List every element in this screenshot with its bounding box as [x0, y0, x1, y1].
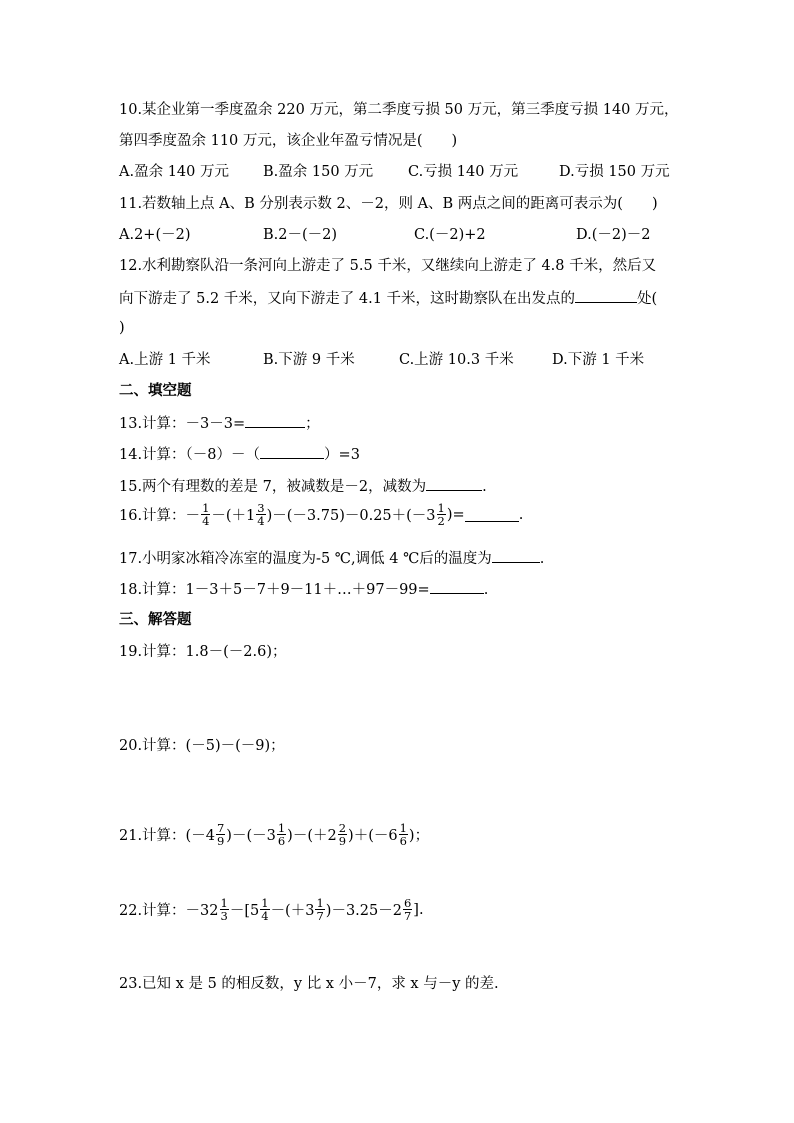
q12-line3: ) — [119, 320, 125, 336]
q18 — [119, 579, 488, 600]
q12-option-a: A.上游 1 千米 — [119, 352, 211, 368]
q18-tail: . — [483, 582, 489, 598]
fraction: $\frac{1}{4}$ — [261, 896, 269, 923]
fraction: $\frac{1}{7}$ — [316, 896, 324, 923]
q12-line2 — [119, 288, 657, 309]
q10-option-a: A.盈余 140 万元 — [119, 164, 229, 180]
answer-blank — [245, 413, 305, 428]
q16: 16.计算：－ $\frac{1}{4}$ －(＋1 $\frac{3}{4}$ )－(－3.75)－0.25＋(－3 $\frac{1}{2}$ )= . — [119, 501, 524, 528]
q15-tail: . — [482, 479, 487, 495]
answer-blank — [492, 548, 540, 563]
fraction: $\frac{1}{2}$ — [437, 501, 445, 528]
section-heading-answer: 三、解答题 — [119, 611, 192, 628]
fraction: $\frac{1}{6}$ — [277, 821, 286, 848]
answer-blank — [426, 476, 482, 491]
fraction: $\frac{3}{4}$ — [257, 501, 265, 528]
q12-option-d: D.下游 1 千米 — [552, 352, 645, 368]
q12-option-c: C.上游 10.3 千米 — [399, 352, 514, 368]
q19: 19.计算：1.8－(－2.6)； — [119, 644, 287, 660]
q10-option-d: D.亏损 150 万元 — [559, 164, 670, 180]
q12-option-b: B.下游 9 千米 — [263, 352, 355, 368]
q14 — [119, 444, 360, 465]
q12-line2-text: 向下游走了 5.2 千米，又向下游走了 4.1 千米，这时勘察队在出发点的 — [119, 291, 576, 307]
q11-option-d: D.(－2)－2 — [576, 227, 651, 243]
q12-line2-tail: 处( — [637, 291, 658, 307]
fraction: $\frac{7}{9}$ — [216, 821, 225, 848]
q13 — [119, 413, 320, 434]
q10-option-b: B.盈余 150 万元 — [263, 164, 374, 180]
q18-text: 18.计算：1－3＋5－7＋9－11＋…＋97－99= — [119, 582, 430, 598]
fraction: $\frac{1}{4}$ — [202, 501, 210, 528]
section-heading-fill-in: 二、填空题 — [119, 382, 192, 399]
q11-option-a: A.2+(－2) — [119, 227, 191, 243]
fraction: $\frac{6}{7}$ — [403, 896, 412, 923]
q15 — [119, 476, 487, 497]
q14-text: 14.计算：（－8）－（ — [119, 447, 261, 463]
answer-blank — [430, 579, 484, 594]
q17-tail: . — [539, 551, 545, 567]
q12-line1: 12.水利勘察队沿一条河向上游走了 5.5 千米，又继续向上游走了 4.8 千米，然后又 — [119, 258, 657, 274]
q10-line2: 第四季度盈余 110 万元，该企业年盈亏情况是( ) — [119, 133, 458, 149]
q21-text: 21.计算：(－4 — [119, 828, 215, 844]
answer-blank — [260, 444, 324, 459]
q22: 22.计算：－32 $\frac{1}{3}$ －[5 $\frac{1}{4}$ －(＋3 $\frac{1}{7}$ )－3.25－2 $\frac{6}{7}$ ]. — [119, 896, 424, 923]
answer-blank — [575, 288, 637, 303]
q13-text: 13.计算：－3－3= — [119, 416, 246, 432]
q10-line1: 10.某企业第一季度盈余 220 万元，第二季度亏损 50 万元，第三季度亏损 140 万元， — [119, 102, 679, 118]
fraction: $\frac{1}{3}$ — [220, 896, 228, 923]
q20: 20.计算：(－5)－(－9)； — [119, 738, 285, 754]
q11-option-b: B.2－(－2) — [263, 227, 338, 243]
q10-option-c: C.亏损 140 万元 — [408, 164, 519, 180]
q17-text: 17.小明家冰箱冷冻室的温度为-5 ℃,调低 4 ℃后的温度为 — [119, 551, 492, 567]
q14-tail: ）=3 — [324, 447, 360, 463]
q21: 21.计算：(－4 $\frac{7}{9}$ )－(－3 $\frac{1}{6}$ )－(＋2 $\frac{2}{9}$ )＋(－6 $\frac{1}{6}$ )； — [119, 821, 430, 848]
q11-option-c: C.(－2)+2 — [414, 227, 486, 243]
q16-text: 16.计算：－ — [119, 508, 201, 524]
fraction: $\frac{1}{6}$ — [399, 821, 407, 848]
q23: 23.已知 x 是 5 的相反数，y 比 x 小－7，求 x 与－y 的差. — [119, 976, 499, 992]
fraction: $\frac{2}{9}$ — [338, 821, 347, 848]
q15-text: 15.两个有理数的差是 7，被减数是－2，减数为 — [119, 479, 427, 495]
q22-text: 22.计算：－32 — [119, 903, 219, 919]
q11-text: 11.若数轴上点 A、B 分别表示数 2、－2，则 A、B 两点之间的距离可表示为( ) — [119, 196, 658, 212]
answer-blank — [465, 507, 519, 522]
q17 — [119, 548, 544, 569]
q13-tail: ； — [305, 416, 320, 432]
